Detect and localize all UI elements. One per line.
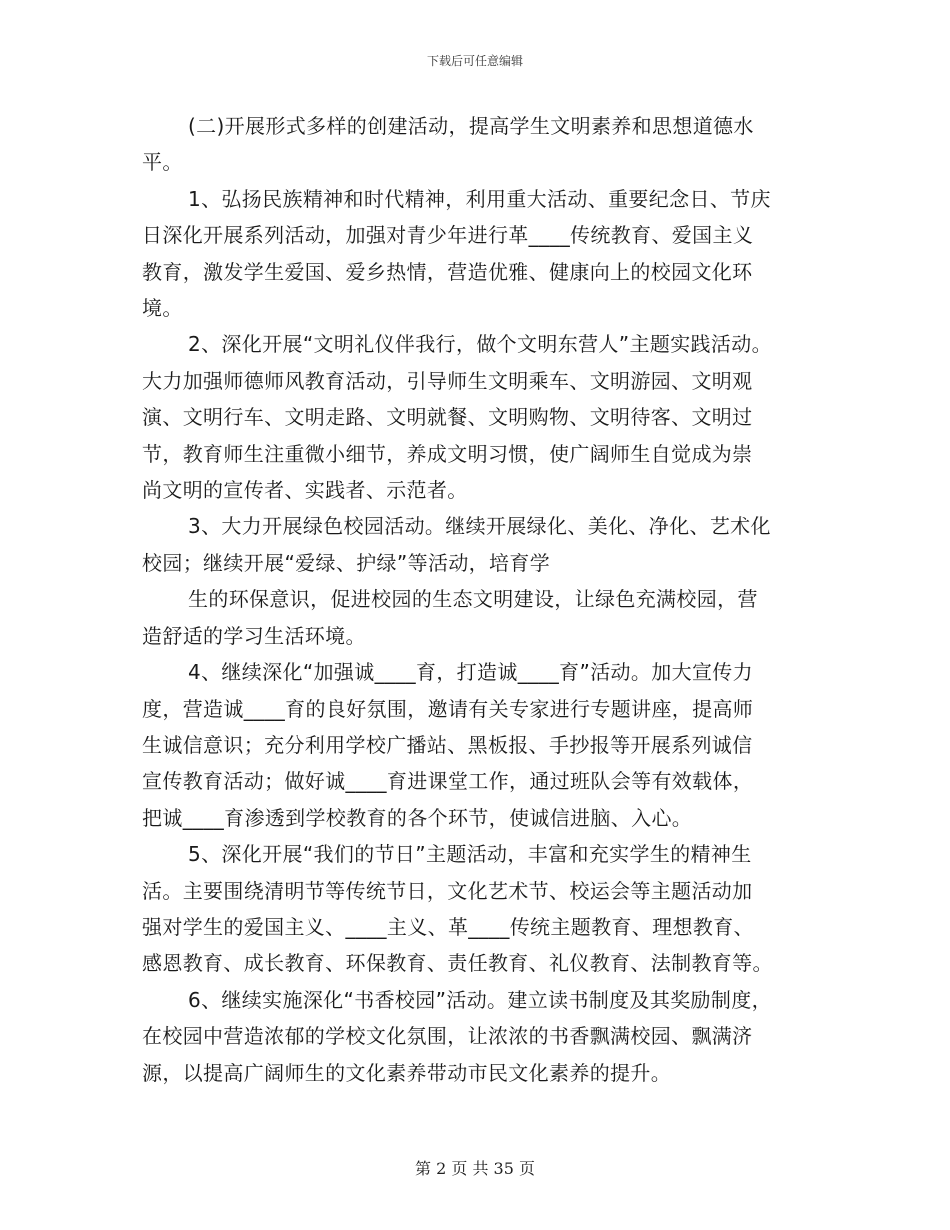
body-line: 活。主要围绕清明节等传统节日，文化艺术节、校运会等主题活动加 [142, 878, 753, 903]
body-line: 日深化开展系列活动，加强对青少年进行革____传统教育、爱国主义 [142, 223, 754, 248]
document-body [142, 108, 820, 1091]
body-line: 3、大力开展绿色校园活动。继续开展绿化、美化、净化、艺术化 [188, 514, 771, 539]
body-line: 教育，激发学生爱国、爱乡热情，营造优雅、健康向上的校园文化环 [142, 259, 753, 284]
page-footer: 第 2 页 共 35 页 [415, 1159, 535, 1178]
body-line: 6、继续实施深化“书香校园”活动。建立读书制度及其奖励制度， [188, 987, 772, 1012]
body-line: 生的环保意识，促进校园的生态文明建设，让绿色充满校园，营 [188, 587, 758, 612]
body-line: 生诚信意识；充分利用学校广播站、黑板报、手抄报等开展系列诚信 [142, 732, 753, 757]
body-line: 5、深化开展“我们的节日”主题活动，丰富和充实学生的精神生 [188, 842, 752, 867]
body-line: 大力加强师德师风教育活动，引导师生文明乘车、文明游园、文明观 [142, 368, 753, 393]
body-line: 感恩教育、成长教育、环保教育、责任教育、礼仪教育、法制教育等。 [142, 951, 773, 976]
body-line: 4、继续深化“加强诚____育，打造诚____育”活动。加大宣传力 [188, 660, 753, 685]
body-line: 强对学生的爱国主义、____主义、革____传统主题教育、理想教育、 [142, 914, 754, 939]
body-line: 境。 [142, 296, 183, 321]
body-line: 节，教育师生注重微小细节，养成文明习惯，使广阔师生自觉成为崇 [142, 441, 753, 466]
body-line: 造舒适的学习生活环境。 [142, 623, 366, 648]
body-line: 度，营造诚____育的良好氛围，邀请有关专家进行专题讲座，提高师 [142, 696, 754, 721]
body-line: 在校园中营造浓郁的学校文化氛围，让浓浓的书香飘满校园、飘满济 [142, 1024, 753, 1049]
body-line: 演、文明行车、文明走路、文明就餐、文明购物、文明待客、文明过 [142, 405, 753, 430]
body-line: 校园；继续开展“爱绿、护绿”等活动，培育学 [142, 550, 551, 575]
body-line: 尚文明的宣传者、实践者、示范者。 [142, 478, 468, 503]
body-line: (二)开展形式多样的创建活动，提高学生文明素养和思想道德水 [188, 114, 754, 138]
body-line: 2、深化开展“文明礼仪伴我行，做个文明东营人”主题实践活动。 [188, 332, 772, 357]
body-line: 把诚____育渗透到学校教育的各个环节，使诚信进脑、入心。 [142, 805, 693, 830]
page-header: 下载后可任意编辑 [426, 54, 523, 68]
body-line: 宣传教育活动；做好诚____育进课堂工作，通过班队会等有效载体， [142, 769, 754, 794]
body-line: 1、弘扬民族精神和时代精神，利用重大活动、重要纪念日、节庆 [188, 186, 771, 211]
body-line: 源，以提高广阔师生的文化素养带动市民文化素养的提升。 [142, 1060, 672, 1085]
body-line: 平。 [142, 150, 183, 175]
